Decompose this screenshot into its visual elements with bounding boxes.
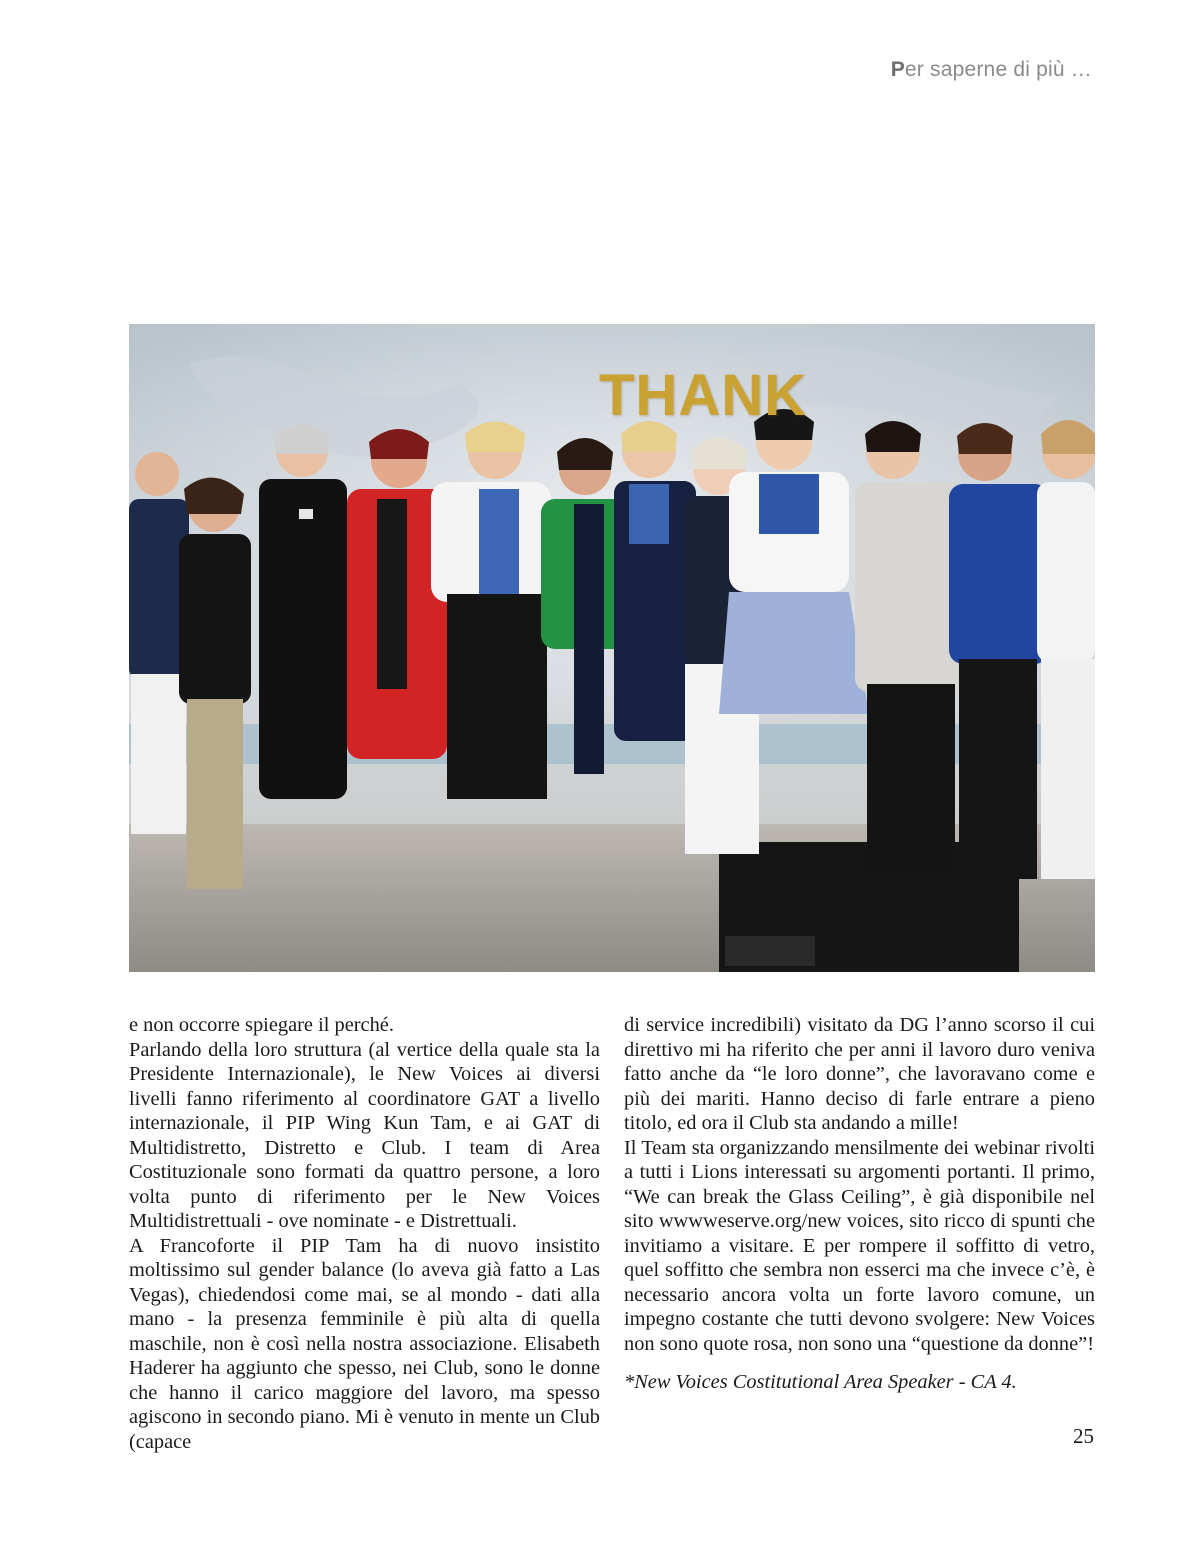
running-header-text: er saperne di più … [904, 58, 1092, 81]
paragraph: Parlando della loro struttura (al vertice della quale sta la Presidente Internazionale), le New Voices ai diversi livelli fanno riferimento al coordinatore GAT a livello internazionale, il PIP Wing Kun Tam, e ai GAT di Multidistretto, Distretto e Club. I team di Area Costituzionale sono formati da quattro persone, a loro volta punto di riferimento per le New Voices Multidistrettuali - ove nominate - e Distrettuali. [129, 1038, 600, 1232]
paragraph: A Francoforte il PIP Tam ha di nuovo insistito moltissimo sul gender balance (lo aveva già fatto a Las Vegas), chiedendosi come mai, se al mondo - dati alla mano - la presenza femminile è più alta di quella maschile, non è così nella nostra associazione. Elisabeth Haderer ha aggiunto che spesso, nei Club, sono le donne che hanno il carico maggiore del lavoro, ma spesso agiscono in secondo piano. Mi è venuto in mente un Club (capace [129, 1234, 600, 1453]
page-number: 25 [1073, 1424, 1094, 1448]
paragraph: Il Team sta organizzando mensilmente dei webinar rivolti a tutti i Lions interessati su argomenti portanti. Il primo, “We can break the Glass Ceiling”, è già disponibile nel sito wwwweserve.org/new voices, sito ricco di spunti che invitiamo a visitare. E per rompere il soffitto di vetro, quel soffitto che sembra non esserci ma che invece c’è, è necessario ancora volta un forte lavoro comune, un impegno costante che tutti devono svolgere: New Voices non sono quote rosa, non sono una “questione da donne”! [624, 1136, 1095, 1355]
banner-text: THANK [599, 363, 807, 428]
paragraph: e non occorre spiegare il perché. [129, 1014, 394, 1036]
group-photo [129, 324, 1095, 972]
running-header [891, 58, 1092, 82]
text-column-right [624, 1013, 1095, 1395]
paragraph: di service incredibili) visitato da DG l’anno scorso il cui direttivo mi ha riferito che per anni il lavoro duro veniva fatto anche da “le loro donne”, che lavoravano come e più dei mariti. Hanno deciso di farle entrare a pieno titolo, ed ora il Club sta andando a mille! [624, 1014, 1095, 1134]
text-column-left [129, 1013, 600, 1454]
author-signature: *New Voices Costitutional Area Speaker - CA 4. [624, 1371, 1017, 1393]
running-header-initial: P [890, 58, 905, 81]
